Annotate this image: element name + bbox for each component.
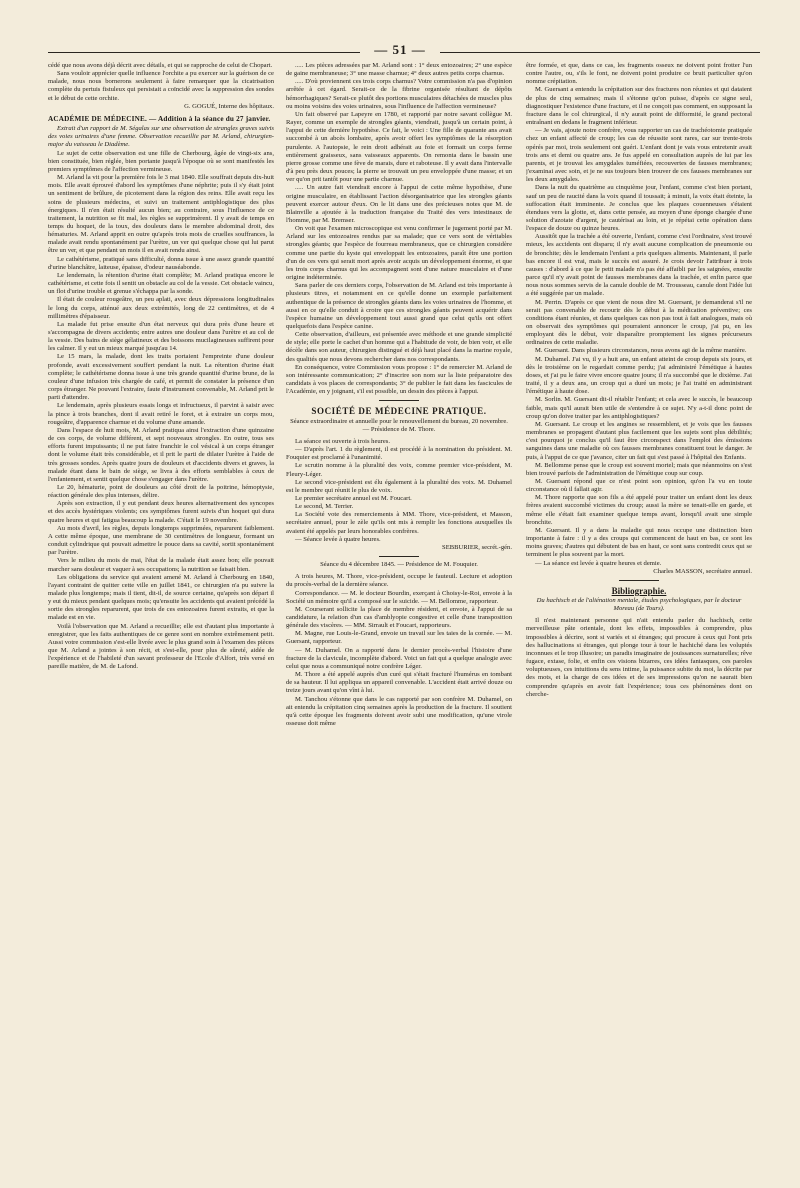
paragraph: M. Guersant. Le croup et les angines se ressemblent, et je vois que les fausses membranes se propagent d'autant plus facilement que les sujets sont plus débilités; c'est pourquoi je conclus qu'il faut être circonspect dans l'emploi des émissions sanguines dans une maladie où ces fausses membranes constituent tout le danger. Je puis, à l'appui de ce que j'avance, citer un fait qui s'est passé à l'hôpital des Enfants. [526,420,752,461]
paragraph: Vers le milieu du mois de mai, l'état de la malade était assez bon; elle pouvait marcher sans douleur et vaquer à ses occupations; la nutrition se faisait bien. [48,557,274,573]
paragraph: M. Bellomme pense que le croup est souvent mortel; mais que néanmoins on s'est bien trouvé parfois de l'administration de l'émétique coup sur coup. [526,461,752,477]
page-number: — 51 — [374,42,426,57]
paragraph: La séance est ouverte à trois heures. [295,437,391,445]
paragraph: Il n'est maintenant personne qui n'ait entendu parler du hachisch, cette merveilleuse pâte orientale, dont les effets, impossibles à comprendre, plus impossibles à décrire, sont si variés et si étranges; qui procure à ceux qui l'ont pris des hallucinations si étranges, qui plonge tour à tour le hachiché dans les voluptés inconnues et le trop illusoire; un paradis imaginaire de jouissances surnaturelles; rêve fugace, extase, folie, et enfin ces visions bizarres, ces idées fantasques, ces paroles voluptueuses, ces intuitions du sens intime, la puissance subite du moi, la décrite par des mots, et la charge de ces idées et de ses impressions qu'on ne saurait bien comprendre qu'après en avoir fait l'expérience; tous ces phénomènes dont on cherche- [526,617,752,698]
secretary-signature: Charles MASSON, secrétaire annuel. [653,567,752,575]
paragraph: M. Guersant. Il y a dans la maladie qui nous occupe une distinction bien importante à faire : il y a des croups qui commencent de haut en bas, ce sont les moins graves; d'autres qui débutent de bas en haut, ce sont sans contredit ceux qui se terminent le plus souvent par la mort. [526,526,752,559]
paragraph: On voit que l'examen microscopique est venu confirmer le jugement porté par M. Arland sur les entozoaires rendus par sa malade; que ce vers sont de véritables strongles géants; que l'espèce de fourreau membraneux, que ce chirurgien considère comme une partie du kyste qui enveloppait les entozoaires, paraît être une portion d'un de ces vers qui serait mort après avoir acquis un développement énorme, et que les trois corps charnus qui les accompagnent sont d'une nature musculaire et d'une origine indéterminée. [286,225,512,282]
paragraph: Le lendemain, après plusieurs essais longs et infructueux, il parvint à saisir avec la pince à trois branches, dont il avait retiré le foret, et à extraire un corps mou, rougeâtre, d'apparence charnue et du volume d'une amande. [48,402,274,426]
paragraph: Aussitôt que la trachée a été ouverte, l'enfant, comme c'est l'ordinaire, s'est trouvé mieux, les accidents ont disparu; il n'y avait aucune complication de pneumonie ou de bronchite; dès le lendemain l'enfant a pris quelques aliments. Maintenant, il parle bas encore il est vrai, mais le succès est assuré. Je crois devoir l'attribuer à trois causes : d'abord à ce que le petit malade n'a pas été affaibli par les saignées, ensuite parce qu'il n'y avait point de fausses membranes dans la trachée, et enfin parce que nous nous sommes servis de la canule double de M. Trousseau, canule dont l'idée lui a été suggérée par un malade. [526,233,752,298]
column-3 [526,62,752,1162]
paragraph: La Société vote des remerciements à MM. Thore, vice-président, et Masson, secrétaire annuel, pour le zèle qu'ils ont mis à remplir les fonctions auxquelles ils avaient été appelés par leurs honorables confrères. [286,511,512,535]
paragraph: M. Thore a été appelé auprès d'un curé qui s'était fracturé l'humérus en tombant de sa hauteur. Il lui appliqua un appareil convenable. L'accident était arrivé douze ou treize jours avant qu'on vînt à lui. [286,671,512,695]
paragraph: Il était de couleur rougeâtre, un peu aplati, avec deux dépressions longitudinales le long du corps, atténué aux deux extrémités, long de 22 centimètres, et de 4 millimètres d'épaisseur. [48,296,274,320]
column-1 [48,62,274,1162]
paragraph: A trois heures, M. Thore, vice-président, occupe le fauteuil. Lecture et adoption du procès-verbal de la dernière séance. [286,573,512,589]
paragraph: Au mois d'avril, les règles, depuis longtemps supprimées, reparurent faiblement. A cette même époque, une membrane de 30 centimètres de longueur, formant un conduit cylindrique qui pouvait admettre le pouce dans sa cavité, sortit spontanément par l'urètre. [48,524,274,557]
author-signature: G. GOGUÉ, Interne des hôpitaux. [184,102,274,110]
paragraph: — Je vais, ajoute notre confrère, vous rapporter un cas de trachéotomie pratiquée chez un enfant affecté de croup; les cas de réussite sont rares, car sur trente-trois opérés par moi, trois seulement ont guéri. L'enfant dont je vais vous entretenir avait trois ans et demi ou quatre ans. Je fus appelé en consultation auprès de lui par les parents, et je trouvai les amygdales tuméfiées, recouvertes de fausses membranes; j'examinai avec soin, et je ne sus toujours bien trouver de ces fausses membranes sur les deux amygdales. [526,127,752,184]
paragraph: Les obligations du service qui avaient amené M. Arland à Cherbourg en 1840, l'ayant contraint de quitter cette ville en juillet 1841, ce chirurgien n'a pu suivre la malade plus longtemps; mais il tient, dit-il, de source certaine, qu'après son départ il y eut du mieux pendant quelques mois; qu'ensuite les accidents qui avaient précédé la sortie des strongles reparurent, que trois de ces entozoaires furent extraits, et que la malade est en vie. [48,573,274,622]
paragraph: En conséquence, votre Commission vous propose : 1° de remercier M. Arland de son intéressante communication; 2° d'inscrire son nom sur la liste préparatoire des candidats à vos places de correspondants; 3° de publier le fait dans les fascicules de l'Académie, en y joignant, s'il est possible, un dessin des pièces à l'appui. [286,363,512,396]
paragraph: Le cathétérisme, pratiqué sans difficulté, donna issue à une assez grande quantité d'urine blanchâtre, laiteuse, épaisse, d'odeur nauséabonde. [48,255,274,271]
paragraph: Le premier secrétaire annuel est M. Foucart. [295,494,412,502]
paragraph: — La séance est levée à quatre heures et demie. [535,559,662,567]
section-heading: ACADÉMIE DE MÉDECINE. — Addition à la séance du 27 janvier. [48,114,271,123]
paragraph: Le 15 mars, la malade, dont les traits portaient l'empreinte d'une douleur profonde, avait excessivement souffert pendant la nuit. La rétention d'urine était complète; le cathétérisme donna issue à une très grande quantité d'urine brune, de la couleur d'une infusion très chargée de café, et permit de constater la présence d'un corps étranger. Ne pouvant l'extraire, faute d'instrument convenable, M. Arland prit le parti d'attendre. [48,353,274,402]
report-title: Extrait d'un rapport de M. Ségalas sur une observation de strangles graves suivis des voies urinaires d'une femme. Observation recueillie par M. Arland, chirurgien-major du vaisseau le Diadème. [48,125,274,149]
secretary-signature: SEBBURIER, secrét.-gén. [442,543,512,551]
paragraph: Voilà l'observation que M. Arland a recueillie; elle est d'autant plus importante à enregistrer, que les faits authentiques de ce genre sont en nombre extrêmement petit. Aussi votre commission s'est-elle livrée avec le plus grand soin à l'examen des pièces que M. Arland a jointes à son récit, et s'est-elle, pour plus de sûreté, aidée de l'expérience et de l'habileté d'un savant professeur de l'Ecole d'Alfort, très versé en pareille matière, de M. de Lafond. [48,622,274,671]
header-rule-left [48,52,360,53]
paragraph: Après son extraction, il y eut pendant deux heures alternativement des syncopes et des accès hystériques violents; ces symptômes furent suivis d'un hoquet qui dura quatre heures et qui fatigua beaucoup la malade. C'était le 19 novembre. [48,500,274,524]
paragraph: M. Guersant. Dans plusieurs circonstances, nous avons agi de la même manière. [535,347,747,355]
paragraph: Dans l'espace de huit mois, M. Arland pratiqua ainsi l'extraction d'une quinzaine de ces corps, de volume différent, et sept nouveaux strongles. En outre, tous ses efforts furent impuissants; il ne put faire franchir le col vésical à un corps étranger dont le volume était très considérable, et il prit le parti de dilater l'urètre à l'aide de très grosses sondes. Après quatre jours de douleurs et d'accidents divers et graves, la malade étant dans le bain de siège, se livra à des efforts semblables à ceux de l'enfantement, et sentit quelque chose s'engager dans l'urètre. [48,426,274,483]
paragraph: Le sujet de cette observation est une fille de Cherbourg, âgée de vingt-six ans, bien constituée, bien réglée, bien portante jusqu'à l'époque où se sont manifestés les premiers symptômes de l'affection vermineuse. [48,149,274,173]
paragraph: Sans vouloir apprécier quelle influence l'orchite a pu exercer sur la guérison de ce malade, nous nous bornerons seulement à faire remarquer que la cicatrisation complète du pertuis fistuleux qui persistait a coïncidé avec la suppression des sondes et le début de cette orchite. [48,70,274,102]
paragraph: M. Courserant sollicite la place de membre résident, et envoie, à l'appui de sa candidature, la relation d'un cas d'amblyopie congestive et celle d'une transposition générale des viscères. — MM. Sirrault et Foucart, rapporteurs. [286,605,512,630]
paragraph: être formée, et que, dans ce cas, les fragments osseux ne doivent point frotter l'un contre l'autre, ou, s'ils le font, ne doivent point produire ce bruit particulier qu'on nomme crépitation. [526,62,752,86]
paragraph: M. Thore rapporte que son fils a été appelé pour traiter un enfant dont les deux frères avaient succombé victimes du croup; aussi la mère se tenait-elle en garde, et même elle s'était fait examiner quelque temps avant, lorsqu'il avait une simple bronchite. [526,494,752,526]
paragraph: Le second vice-président est élu également à la pluralité des voix. M. Duhamel est le membre qui réunit le plus de voix. [286,478,512,494]
paragraph: Un fait observé par Lapeyre en 1780, et rapporté par notre savant collègue M. Rayer, comme un exemple de strongles géants, viendrait, jusqu'à un certain point, à l'appui de cette dernière hypothèse. Ce fait, le voici : Une fille de quarante ans avait succombé à un abcès lombaire, après avoir offert les symptômes de la résorption purulente. A l'autopsie, le rein droit adhérait au foie et formait un corps ferme entièrement graisseux, sans vaisseaux apparents. On remonta dans le bassin une pierre grosse comme une fève de marais, dure et raboteuse. Il y avait dans l'intervalle d'à peu près deux pouces; la pierre se trouvait un peu enveloppée d'une masse; et un ver qu'on prit tantôt pour une partie charnue. [286,110,512,184]
paragraph: M. Magne, rue Louis-le-Grand, envoie un travail sur les taies de la cornée. — M. Guersant, rapporteur. [286,630,512,646]
paragraph: M. Tanchou s'étonne que dans le cas rapporté par son confrère M. Duhamel, on ait entendu la crépitation cinq semaines après la production de la fracture. Il soutient qu'à cette époque les fragments doivent avoir subi une modification, qu'une virole osseuse doit même [286,695,512,728]
header-rule-right [440,52,760,53]
paragraph: M. Arland la vit pour la première fois le 3 mai 1840. Elle souffrait depuis dix-huit mois. Elle avait éprouvé d'abord les symptômes d'une néphrite; puis il s'y était joint un sentiment de brûlure, de picotement dans la région des reins. Elle avait reçu les soins de plusieurs médecins, et suivi un traitement antiphlogistique des plus énergiques. Il n'en était résulté aucun bien; au contraire, sous l'influence de ce traitement, la nutrition se fit mal, les règles se supprimèrent. Il y avait de temps en temps du hoquet, de la toux, des douleurs dans le membre abdominal droit, des hématuries. M. Arland apprit en outre qu'après trois mois de cruelles souffrances, la malade avait rendu spontanément par l'urètre, un ver qui quelque chose qui lui parut être un ver, et que pendant un mois il en avait rendu ainsi. [48,174,274,255]
paragraph: M. Guersant a entendu la crépitation sur des fractures non réunies et qui dataient de plus de cinq semaines; mais il s'étonne qu'on puisse, d'après ce signe seul, diagnostiquer l'existence d'une fracture, et il ne conçoit pas comment, en supposant la fracture dans le col chirurgical, il n'y aurait point de difformité, le grand pectoral entraînant en dedans le fragment inférieur. [526,86,752,127]
session-subtitle: Séance extraordinaire et annuelle pour le renouvellement du bureau, 20 novembre. — Présidence de M. Thore. [290,417,508,433]
divider [619,580,659,581]
paragraph: Correspondance. — M. le docteur Bourdin, exerçant à Choisy-le-Roi, envoie à la Société un mémoire qu'il a composé sur le suicide. — M. Bellomme, rapporteur. [286,589,512,605]
paragraph: ..... Un autre fait viendrait encore à l'appui de cette même hypothèse, d'une origine musculaire, en établissant l'action désorganisatrice que les strongles géants peuvent exercer autour d'eux. On le lit dans une des précieuses notes que M. de Blainville a ajoutée à la traduction française du Traité des vers intestinaux de l'homme, par M. Bremser. [286,184,512,224]
paragraph: M. Perrin. D'après ce que vient de nous dire M. Guersant, je demanderai s'il ne serait pas convenable de recourir dès le début à la médication préventive; ces conditions étant réunies, et dans quelques cas non pas tout à fait analogues, mais où on observait des symptômes qui pourraient annoncer le croup, j'ai pu, en les employant dès le début, voir disparaître promptement les signes précurseurs ordinaires de cette maladie. [526,298,752,347]
divider [379,556,419,557]
paragraph: Cette observation, d'ailleurs, est présentée avec méthode et une grande simplicité de style; elle porte le cachet d'un homme qui a l'habitude de voir, de bien voir, et elle décèle dans son auteur, chirurgien distingué et déjà haut placé dans la marine royale, des qualités que nous devons rechercher dans nos correspondants. [286,331,512,363]
paragraph: Le lendemain, la rétention d'urine était complète; M. Arland pratiqua encore le cathétérisme, et cette fois il sentit un obstacle au col de la vessie. Cet obstacle vaincu, un flot d'urine trouble et grenue s'échappa par la sonde. [48,271,274,296]
divider [379,400,419,401]
paragraph: ..... Les pièces adressées par M. Arland sont : 1° deux entozoaires; 2° une espèce de gaine membraneuse; 3° une masse charnue; 4° deux autres petits corps charnus. [286,62,512,78]
paragraph: Dans la nuit du quatrième au cinquième jour, l'enfant, comme c'est bien portant, sauf un peu de raucité dans la voix quand il toussait; à minuit, la voix était éteinte, la suffocation était imminente. Je conclus que les plaques couenneuses s'étaient étendues vers la glotte, et, dans cette pensée, au moyen d'une éponge chargée d'une solution d'azotate d'argent, je cautérisai au loin, et je répétai cette opération dans l'espace de douze ou quinze heures. [526,184,752,233]
paragraph: M. Sorlin. M. Guersant dit-il rétablir l'enfant; et cela avec le succès, le beaucoup faible, mais qu'il aurait bien utile de s'entendre à ce sujet. N'y a-t-il donc point de croup qu'on doive traiter par les antiphlogistiques? [526,396,752,420]
paragraph: Sans parler de ces derniers corps, l'observation de M. Arland est très importante à plusieurs titres, et notamment en ce qu'elle donne un exemple parfaitement authentique de la présence de strongles géants dans les voies urinaires de l'homme, et aussi en ce qu'elle conduit à croire que ces strongles géants peuvent acquérir dans l'espèce humaine un développement tout aussi grand que celui qu'ils ont offert quelquefois dans l'espèce canine. [286,282,512,330]
paragraph: — D'après l'art. 1 du règlement, il est procédé à la nomination du président. M. Fouquier est proclamé à l'unanimité. [286,446,512,462]
paragraph: — Séance levée à quatre heures. [295,535,381,543]
paragraph: ..... D'où proviennent ces trois corps charnus? Votre commission n'a pas d'opinion arrêtée à cet égard. Serait-ce de la fibrine organisée résultant de dépôts hémorrhagiques? Serait-ce plutôt des portions musculaires détachées de muscles plus ou moins voisins des voies urinaires, sous l'influence de l'affection vermineuse? [286,78,512,110]
book-title: Du hachisch et de l'aliénation mentale, études psychologiques, par le docteur Moreau (de Tours). [536,597,742,613]
paragraph: M. Guersant répond que ce n'est point son opinion, qu'on l'a vu en toute circonstance où il fallait agir. [526,477,752,494]
paragraph: cédé que nous avons déjà décrit avec détails, et qui se rapproche de celui de Chopart. [48,62,273,69]
paragraph: Le second, M. Terrier. [295,503,354,511]
paragraph: M. Duhamel. J'ai vu, il y a huit ans, un enfant atteint de croup depuis six jours, et dès le troisième on le regardait comme perdu; j'ai administré l'émétique à hautes doses, et j'ai pu le faire vivre encore quatre jours; il n'a succombé que le dixième. J'ai traité, il y a deux ans, un croup qui a duré un mois; je l'ai traité en administrant l'émétique à haute dose. [526,355,752,396]
paragraph: Le 20, hématurie, point de douleurs au côté droit de la poitrine, hémoptysie, réaction générale des plus intenses, délire. [48,483,274,500]
page-header [48,40,760,60]
paragraph: La malade fut prise ensuite d'un état nerveux qui dura près d'une heure et s'accompagna de divers accidents; entre autres une douleur dans l'urètre et au col de la vessie. Des bains de siège gélatineux et des boissons mucilagineuses suffirent pour les calmer. Il y eut un mieux marqué jusqu'au 14. [48,320,274,353]
paragraph: Le scrutin nomme à la pluralité des voix, comme premier vice-président, M. Fleury-Léger. [286,462,512,478]
session-subtitle: Séance du 4 décembre 1845. — Présidence de M. Fouquier. [320,561,478,569]
column-2 [286,62,512,1162]
bibliography-heading: Bibliographie. [611,585,667,596]
paragraph: — M. Duhamel. On a rapporté dans le dernier procès-verbal l'histoire d'une fracture de la clavicule, incomplète d'abord. Voici un fait qui a quelque analogie avec celui que nous a communiqué notre confrère Léger. [286,646,512,670]
society-heading: SOCIÉTÉ DE MÉDECINE PRATIQUE. [311,406,487,417]
